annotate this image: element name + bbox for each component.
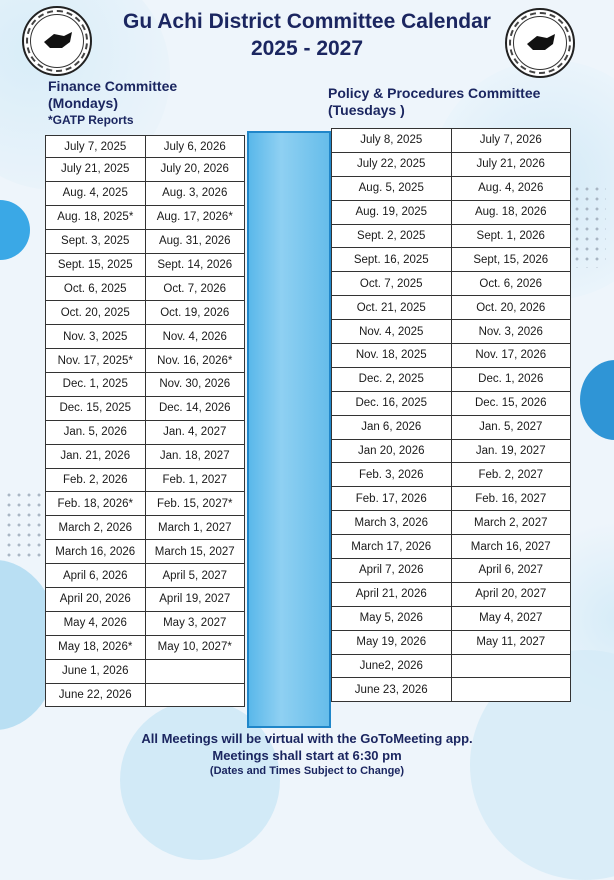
date-cell-year2: May 3, 2027 [145,611,245,635]
date-cell-year2: Aug. 3, 2026 [145,181,245,205]
date-cell-year2: Nov. 4, 2026 [145,325,245,349]
date-cell-year2: Aug. 17, 2026* [145,205,245,229]
date-cell-year1: Sept. 15, 2025 [46,253,146,277]
footer-notes [0,730,614,779]
table-row [46,516,245,540]
date-cell-year1: Dec. 2, 2025 [332,367,452,391]
date-cell-year2: Dec. 15, 2026 [451,391,571,415]
table-row [332,511,571,535]
date-cell-year2: Dec. 1, 2026 [451,367,571,391]
policy-heading: Policy & Procedures Committee (Tuesdays ) [328,85,541,118]
date-cell-year1: Aug. 5, 2025 [332,176,452,200]
date-cell-year1: April 7, 2026 [332,559,452,583]
date-cell-year1: March 16, 2026 [46,540,146,564]
date-cell-year2: Oct. 19, 2026 [145,301,245,325]
date-cell-year2 [451,654,571,678]
date-cell-year1: Feb. 17, 2026 [332,487,452,511]
table-row [332,678,571,702]
table-row [332,463,571,487]
date-cell-year2: Sept, 15, 2026 [451,248,571,272]
date-cell-year2: April 5, 2027 [145,564,245,588]
table-row [332,630,571,654]
date-cell-year1: Dec. 16, 2025 [332,391,452,415]
table-row [332,224,571,248]
date-cell-year2: May 4, 2027 [451,606,571,630]
date-cell-year2 [451,678,571,702]
table-row [332,415,571,439]
date-cell-year1: Oct. 20, 2025 [46,301,146,325]
date-cell-year2: Sept. 14, 2026 [145,253,245,277]
table-row [332,296,571,320]
table-row [46,229,245,253]
date-cell-year2: Aug. 31, 2026 [145,229,245,253]
table-row [46,468,245,492]
date-cell-year2: Oct. 6, 2026 [451,272,571,296]
bg-bubble-accent [0,200,30,260]
date-cell-year2: July 6, 2026 [145,136,245,158]
date-cell-year1: May 19, 2026 [332,630,452,654]
date-cell-year2 [145,683,245,707]
date-cell-year1: Jan. 5, 2026 [46,420,146,444]
date-cell-year2: Sept. 1, 2026 [451,224,571,248]
date-cell-year1: July 22, 2025 [332,152,452,176]
table-row [46,588,245,612]
table-row [46,136,245,158]
table-row [46,564,245,588]
date-cell-year2: Dec. 14, 2026 [145,396,245,420]
table-row [46,659,245,683]
date-cell-year1: Jan. 21, 2026 [46,444,146,468]
date-cell-year1: Oct. 7, 2025 [332,272,452,296]
date-cell-year1: July 8, 2025 [332,129,452,153]
table-row [46,373,245,397]
title-years: 2025 - 2027 [250,37,364,60]
table-row [46,444,245,468]
table-row [332,152,571,176]
table-row [46,205,245,229]
table-row [46,635,245,659]
date-cell-year1: March 2, 2026 [46,516,146,540]
date-cell-year1: May 4, 2026 [46,611,146,635]
date-cell-year1: Nov. 3, 2025 [46,325,146,349]
table-row [46,396,245,420]
table-row [46,325,245,349]
date-cell-year1: March 17, 2026 [332,535,452,559]
date-cell-year1: Aug. 18, 2025* [46,205,146,229]
date-cell-year1: Nov. 18, 2025 [332,344,452,368]
date-cell-year1: June 22, 2026 [46,683,146,707]
finance-heading: Finance Committee (Mondays) [48,78,178,111]
table-row [46,158,245,182]
table-row [332,559,571,583]
table-row [332,272,571,296]
date-cell-year2: Nov. 16, 2026* [145,349,245,373]
finance-note: *GATP Reports [48,113,134,127]
date-cell-year2: July 7, 2026 [451,129,571,153]
date-cell-year1: May 18, 2026* [46,635,146,659]
page-title [0,8,614,62]
date-cell-year1: May 5, 2026 [332,606,452,630]
footer-time-note: Meetings shall start at 6:30 pm [212,748,402,763]
footer-disclaimer: (Dates and Times Subject to Change) [209,765,405,777]
date-cell-year2: March 2, 2027 [451,511,571,535]
date-cell-year2: July 21, 2026 [451,152,571,176]
date-cell-year1: Dec. 1, 2025 [46,373,146,397]
date-cell-year1: Sept. 16, 2025 [332,248,452,272]
table-row [46,301,245,325]
date-cell-year2: Nov. 17, 2026 [451,344,571,368]
date-cell-year1: Aug. 4, 2025 [46,181,146,205]
date-cell-year1: Aug. 19, 2025 [332,200,452,224]
date-cell-year2: May 10, 2027* [145,635,245,659]
date-cell-year1: July 21, 2025 [46,158,146,182]
date-cell-year1: July 7, 2025 [46,136,146,158]
date-cell-year2 [145,659,245,683]
footer-virtual-note: All Meetings will be virtual with the GoToMeeting app. [141,731,473,746]
date-cell-year1: Jan 20, 2026 [332,439,452,463]
table-row [332,654,571,678]
date-cell-year2: Jan. 5, 2027 [451,415,571,439]
divider-bar [247,131,331,728]
date-cell-year2: Feb. 15, 2027* [145,492,245,516]
date-cell-year1: Oct. 6, 2025 [46,277,146,301]
table-row [332,535,571,559]
table-row [332,344,571,368]
date-cell-year1: Sept. 2, 2025 [332,224,452,248]
date-cell-year2: March 15, 2027 [145,540,245,564]
date-cell-year2: Jan. 19, 2027 [451,439,571,463]
date-cell-year2: March 16, 2027 [451,535,571,559]
table-row [332,582,571,606]
table-row [46,540,245,564]
date-cell-year1: April 6, 2026 [46,564,146,588]
date-cell-year2: Jan. 18, 2027 [145,444,245,468]
date-cell-year2: Oct. 20, 2026 [451,296,571,320]
finance-schedule-table [45,135,245,707]
table-row [332,176,571,200]
date-cell-year2: Nov. 3, 2026 [451,320,571,344]
date-cell-year2: Feb. 16, 2027 [451,487,571,511]
date-cell-year1: Oct. 21, 2025 [332,296,452,320]
table-row [46,683,245,707]
table-row [46,492,245,516]
table-row [46,253,245,277]
date-cell-year1: Feb. 2, 2026 [46,468,146,492]
date-cell-year2: Aug. 4, 2026 [451,176,571,200]
date-cell-year1: Nov. 17, 2025* [46,349,146,373]
date-cell-year1: Nov. 4, 2025 [332,320,452,344]
table-row [46,349,245,373]
date-cell-year2: Jan. 4, 2027 [145,420,245,444]
date-cell-year1: Dec. 15, 2025 [46,396,146,420]
bg-bubble-accent [580,360,614,440]
date-cell-year1: June2, 2026 [332,654,452,678]
date-cell-year1: June 23, 2026 [332,678,452,702]
table-row [332,391,571,415]
table-row [46,611,245,635]
date-cell-year2: May 11, 2027 [451,630,571,654]
date-cell-year1: April 20, 2026 [46,588,146,612]
date-cell-year1: March 3, 2026 [332,511,452,535]
table-row [332,367,571,391]
date-cell-year2: March 1, 2027 [145,516,245,540]
date-cell-year2: Feb. 2, 2027 [451,463,571,487]
date-cell-year2: July 20, 2026 [145,158,245,182]
table-row [332,487,571,511]
date-cell-year1: Sept. 3, 2025 [46,229,146,253]
table-row [332,320,571,344]
table-row [46,277,245,301]
date-cell-year2: April 20, 2027 [451,582,571,606]
table-row [332,439,571,463]
policy-schedule-table [331,128,571,702]
title-line: Gu Achi District Committee Calendar [123,10,491,33]
date-cell-year2: Oct. 7, 2026 [145,277,245,301]
date-cell-year2: Feb. 1, 2027 [145,468,245,492]
date-cell-year2: Nov. 30, 2026 [145,373,245,397]
date-cell-year1: Feb. 18, 2026* [46,492,146,516]
date-cell-year1: April 21, 2026 [332,582,452,606]
date-cell-year2: April 19, 2027 [145,588,245,612]
table-row [46,420,245,444]
date-cell-year1: Feb. 3, 2026 [332,463,452,487]
date-cell-year2: April 6, 2027 [451,559,571,583]
date-cell-year2: Aug. 18, 2026 [451,200,571,224]
table-row [332,129,571,153]
date-cell-year1: Jan 6, 2026 [332,415,452,439]
table-row [332,606,571,630]
table-row [332,248,571,272]
date-cell-year1: June 1, 2026 [46,659,146,683]
table-row [332,200,571,224]
table-row [46,181,245,205]
